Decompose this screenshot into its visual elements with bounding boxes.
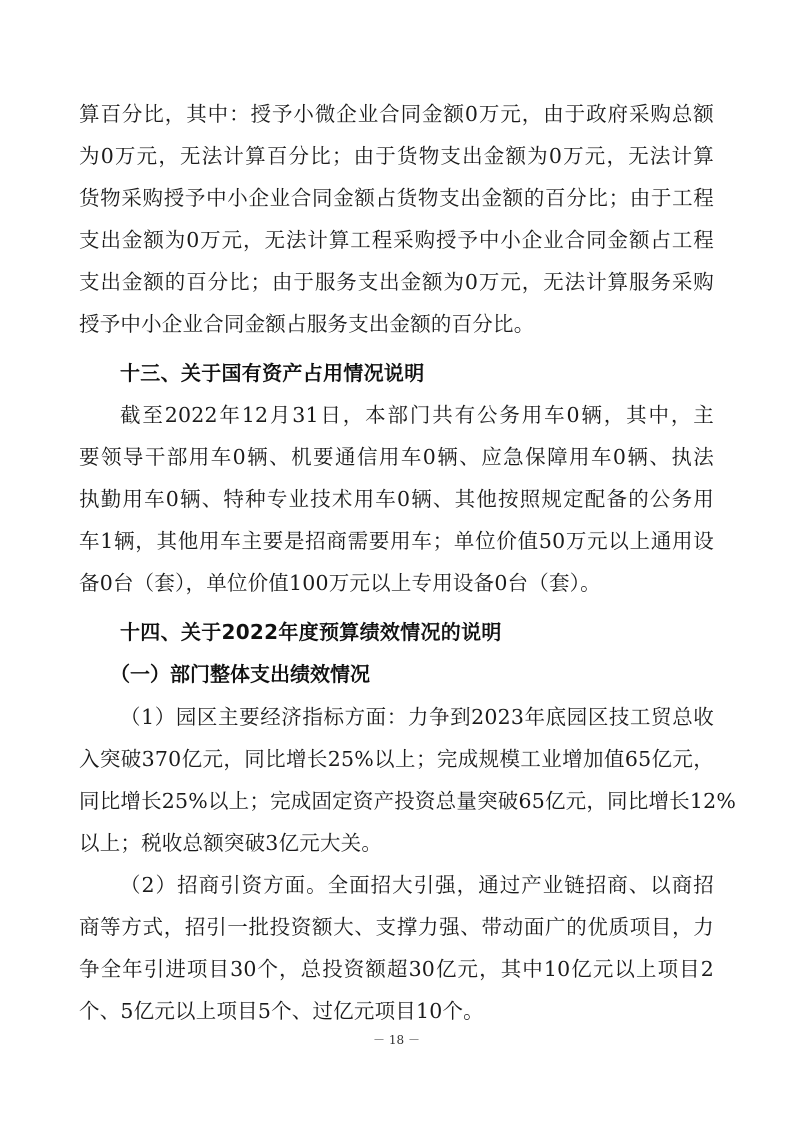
paragraph-line: 货物采购授予中小企业合同金额占货物支出金额的百分比；由于工程 bbox=[79, 186, 714, 210]
paragraph-line: 个、5亿元以上项目5个、过亿元项目10个。 bbox=[79, 999, 484, 1023]
subsection-heading: （一）部门整体支出绩效情况 bbox=[110, 662, 370, 686]
paragraph-line: 车1辆，其他用车主要是招商需要用车；单位价值50万元以上通用设 bbox=[79, 529, 714, 553]
paragraph-line: 备0台（套），单位价值100万元以上专用设备0台（套）。 bbox=[79, 571, 601, 595]
paragraph-line: 争全年引进项目30个，总投资额超30亿元，其中10亿元以上项目2 bbox=[79, 957, 714, 981]
paragraph-line: （2）招商引资方面。全面招大引强，通过产业链招商、以商招 bbox=[120, 873, 714, 897]
paragraph-line: 支出金额为0万元，无法计算工程采购授予中小企业合同金额占工程 bbox=[79, 228, 714, 252]
paragraph-line: 要领导干部用车0辆、机要通信用车0辆、应急保障用车0辆、执法 bbox=[79, 445, 714, 469]
paragraph-line: 支出金额的百分比；由于服务支出金额为0万元，无法计算服务采购 bbox=[79, 270, 714, 294]
paragraph-line: 执勤用车0辆、特种专业技术用车0辆、其他按照规定配备的公务用 bbox=[79, 487, 714, 511]
paragraph-line: 入突破370亿元，同比增长25%以上；完成规模工业增加值65亿元， bbox=[79, 747, 714, 771]
page-number: － 18 － bbox=[373, 1033, 420, 1047]
paragraph-line: 同比增长25%以上；完成固定资产投资总量突破65亿元，同比增长12% bbox=[79, 789, 737, 813]
paragraph-line: 算百分比，其中：授予小微企业合同金额0万元，由于政府采购总额 bbox=[79, 102, 714, 126]
paragraph-line: 授予中小企业合同金额占服务支出金额的百分比。 bbox=[79, 312, 535, 336]
section-heading-14: 十四、关于2022年度预算绩效情况的说明 bbox=[120, 620, 502, 644]
paragraph-line: 以上；税收总额突破3亿元大关。 bbox=[79, 831, 383, 855]
paragraph-line: 为0万元，无法计算百分比；由于货物支出金额为0万元，无法计算 bbox=[79, 144, 714, 168]
paragraph-line: （1）园区主要经济指标方面：力争到2023年底园区技工贸总收 bbox=[120, 705, 714, 729]
section-heading-13: 十三、关于国有资产占用情况说明 bbox=[120, 361, 425, 385]
paragraph-line: 截至2022年12月31日，本部门共有公务用车0辆，其中，主 bbox=[120, 403, 714, 427]
paragraph-line: 商等方式，招引一批投资额大、支撑力强、带动面广的优质项目，力 bbox=[79, 915, 714, 939]
